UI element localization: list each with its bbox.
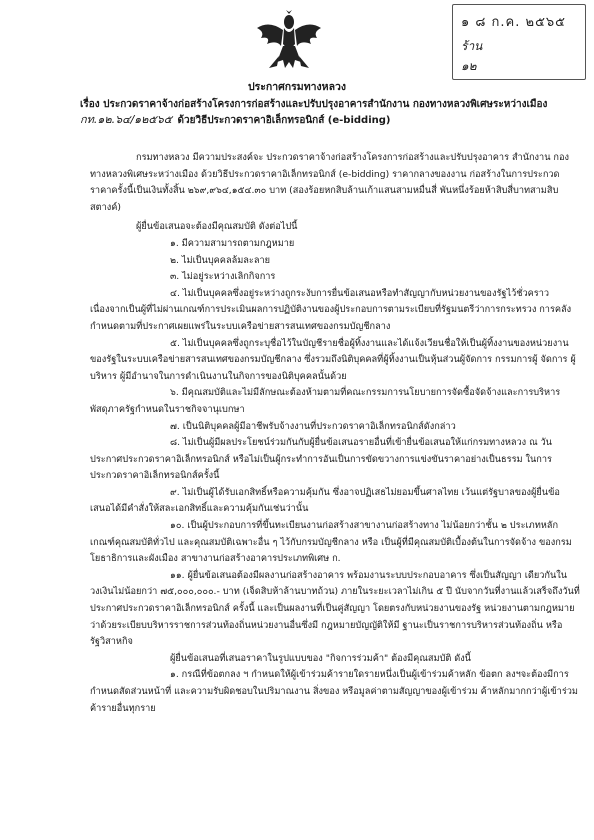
qualification-item: ๑๑. ผู้ยื่นข้อเสนอต้องมีผลงานก่อสร้างอาคาร พร้อมงานระบบประกอบอาคาร ซึ่งเป็นสัญญา เดียวกันในวงเงินไม่น้อยกว่า ๗๕,๐๐๐,๐๐๐.- บาท (เจ็ดสิบห้าล้านบาทถ้วน) ภายในระยะเวลาไม่เกิน ๕ ปี นับจากวันที่งานแล้วเสร็จถึงวันที่ประกาศประกวดราคาอิเล็กทรอนิกส์ ครั้งนี้ และเป็นผลงานที่เป็นคู่สัญญา โดยตรงกับหน่วยงานของรัฐ หน่วยงานตามกฎหมายว่าด้วยระเบียบบริหารราชการส่วนท้องถิ่นหน่วยงานอื่นซึ่งมี กฎหมายบัญญัติให้มี ฐานะเป็นราชการบริหารส่วนท้องถิ่น หรือรัฐวิสาหกิจ xyxy=(90,569,580,648)
intro-paragraph: กรมทางหลวง มีความประสงค์จะ ประกวดราคาจ้างก่อสร้างโครงการก่อสร้างและปรับปรุงอาคาร สำนักงาน กองทางหลวงพิเศษระหว่างเมือง ด้วยวิธีประกวดราคาอิเล็กทรอนิกส์ (e-bidding) ราคากลางของงาน ก่อสร้างในการประกวดราคาครั้งนี้เป็นเงินทั้งสิ้น ๒๖๙,๙๖๔,๑๕๔.๓๐ บาท (สองร้อยหกสิบล้านเก้าแสนสามหมื่นสี่ พันหนึ่งร้อยห้าสิบสี่บาทสามสิบสตางค์) xyxy=(90,152,569,213)
qualification-item: ๑๐. เป็นผู้ประกอบการที่ขึ้นทะเบียนงานก่อสร้างสาขางานก่อสร้างทาง ไม่น้อยกว่าชั้น ๒ ประเภทหลัก เกณฑ์คุณสมบัติทั่วไป และคุณสมบัติเฉพาะอื่น ๆ ไว้กับกรมบัญชีกลาง หรือ เป็นผู้ที่มีคุณสมบัติเบื้องต้นในการจัดจ้าง ของกรมโยธาธิการและผังเมือง สาขางานก่อสร้างอาคารประเภทพิเศษ ก. xyxy=(90,520,572,565)
qualification-item: ๓. ไม่อยู่ระหว่างเลิกกิจการ xyxy=(170,271,276,283)
stamp-line-2: ๑๒ xyxy=(461,59,477,73)
qualification-item: ๖. มีคุณสมบัติและไม่มีลักษณะต้องห้ามตามที่คณะกรรมการนโยบายการจัดซื้อจัดจ้างและการบริหาร พัสดุภาครัฐกำหนดในราชกิจจานุเบกษา xyxy=(90,387,561,415)
stamp-date: ๑ ๘ ก.ค. ๒๕๖๕ xyxy=(461,15,567,30)
qualification-item: ๔. ไม่เป็นบุคคลซึ่งอยู่ระหว่างถูกระงับการยื่นข้อเสนอหรือทำสัญญากับหน่วยงานของรัฐไว้ชั่วคราว เนื่องจากเป็นผู้ที่ไม่ผ่านเกณฑ์การประเมินผลการปฏิบัติงานของผู้ประกอบการตามระเบียบที่รัฐมนตรีว่าการกระทรวง การคลังกำหนดตามที่ประกาศเผยแพร่ในระบบเครือข่ายสารสนเทศของกรมบัญชีกลาง xyxy=(90,287,572,332)
joint-venture-item: ๑. กรณีที่ข้อตกลง ฯ กำหนดให้ผู้เข้าร่วมค้ารายใดรายหนึ่งเป็นผู้เข้าร่วมค้าหลัก ข้อตก ลงฯจะต้องมีการ กำหนดสัดส่วนหน้าที่ และความรับผิดชอบในปริมาณงาน สิ่งของ หรือมูลค่าตามสัญญาของผู้เข้าร่วม ค้าหลักมากกว่าผู้เข้าร่วมค้ารายอื่นทุกราย xyxy=(90,669,578,714)
qualification-item: ๗. เป็นนิติบุคคลผู้มีอาชีพรับจ้างงานที่ประกวดราคาอิเล็กทรอนิกส์ดังกล่าว xyxy=(170,420,456,432)
garuda-emblem-icon xyxy=(255,10,323,72)
qualification-item: ๕. ไม่เป็นบุคคลซึ่งถูกระบุชื่อไว้ในบัญชีรายชื่อผู้ทิ้งงานและได้แจ้งเวียนชื่อให้เป็นผู้ทิ้งงานของหน่วยงาน ของรัฐในระบบเครือข่ายสารสนเทศของกรมบัญชีกลาง ซึ่งรวมถึงนิติบุคคลที่ผู้ทิ้งงานเป็นหุ้นส่วนผู้จัดการ กรรมการผู้ จัดการ ผู้บริหาร ผู้มีอำนาจในการดำเนินงานในกิจการของนิติบุคคลนั้นด้วย xyxy=(90,337,576,382)
stamp-line-1: ร้าน xyxy=(461,39,483,53)
joint-venture-heading: ผู้ยื่นข้อเสนอที่เสนอราคาในรูปแบบของ "กิจการร่วมค้า" ต้องมีคุณสมบัติ ดังนี้ xyxy=(170,652,471,664)
reference-number: กท.๑๒.๖๔/๑๒๕๖๕ xyxy=(80,113,173,126)
receipt-stamp xyxy=(452,4,586,80)
subject-line-2: ด้วยวิธีประกวดราคาอิเล็กทรอนิกส์ (e-bidding) xyxy=(177,115,391,126)
subject-line-1: เรื่อง ประกวดราคาจ้างก่อสร้างโครงการก่อสร้างและปรับปรุงอาคารสำนักงาน กองทางหลวงพิเศษระหว่างเมือง xyxy=(80,99,548,110)
qualification-item: ๘. ไม่เป็นผู้มีผลประโยชน์ร่วมกันกับผู้ยื่นข้อเสนอรายอื่นที่เข้ายื่นข้อเสนอให้แก่กรมทางหลวง ณ วันประกาศประกวดราคาอิเล็กทรอนิกส์ หรือไม่เป็นผู้กระทำการอันเป็นการขัดขวางการแข่งขันราคาอย่างเป็นธรรม ในการประกวดราคาอิเล็กทรอนิกส์ครั้งนี้ xyxy=(90,437,552,482)
issuing-agency: ประกาศกรมทางหลวง xyxy=(247,81,347,93)
qualification-heading: ผู้ยื่นข้อเสนอจะต้องมีคุณสมบัติ ดังต่อไปนี้ xyxy=(136,221,298,233)
document-body xyxy=(90,150,580,717)
announcement-subject xyxy=(80,97,580,128)
qualification-item: ๑. มีความสามารถตามกฎหมาย xyxy=(170,237,295,249)
qualification-item: ๙. ไม่เป็นผู้ได้รับเอกสิทธิ์หรือความคุ้มกัน ซึ่งอาจปฏิเสธไม่ยอมขึ้นศาลไทย เว้นแต่รัฐบาลของผู้ยื่นข้อ เสนอได้มีคำสั่งให้สละเอกสิทธิ์และความคุ้มกันเช่นว่านั้น xyxy=(90,486,560,515)
qualification-item: ๒. ไม่เป็นบุคคลล้มละลาย xyxy=(170,254,271,266)
